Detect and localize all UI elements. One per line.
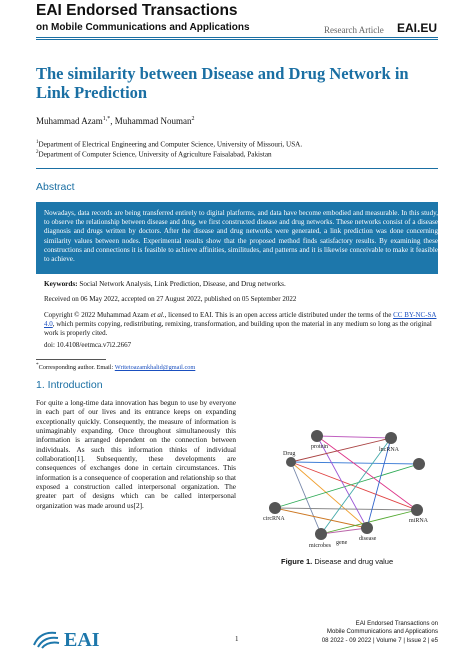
label-disease: disease [359, 536, 377, 542]
email-link[interactable]: Writetoazamkhalid@gmail.com [114, 364, 196, 372]
edge-protein-mirna [317, 436, 417, 510]
affiliation-1-sup: 1 [36, 140, 39, 145]
keywords-label: Keywords: [44, 280, 78, 288]
keywords [44, 280, 434, 288]
copyright [44, 311, 438, 339]
author-1: Muhammad Azam [36, 116, 103, 126]
license-link[interactable]: CC BY-NC-SA 4.0 [44, 311, 437, 329]
authors [36, 116, 195, 126]
label-drug: Drug [283, 451, 296, 457]
footnote [36, 362, 195, 371]
author-1-sup: 1,* [102, 116, 111, 122]
node-drug [286, 457, 296, 467]
label-mirna: miRNA [409, 518, 429, 524]
node-protein [311, 430, 323, 442]
footnote-sup: * [36, 362, 39, 368]
node-lncrna-top [385, 432, 397, 444]
copyright-etal: et al. [150, 311, 165, 319]
label-gene: gene [336, 540, 348, 546]
node-gene [315, 528, 327, 540]
abstract-text: Nowadays, data records are being transferred entirely to digital platforms, and data have become embodied and measurable. In this study, to observe the relationship between disease and drug, we first constructed disease and drug networks. These networks consist of a disease diagnosis and drugs written by doctors. After the disease and drug networks were generated, a link prediction was done concerning similarity values between nodes. Experimental results show that the proposed method finds satisfactory results. By examining these constructions and connections it is feasible to achieve affinities, similitudes, and patterns and it is likewise conceivable to make it feasible to achieve. [44, 209, 438, 264]
affiliation-2-text: Department of Computer Science, University of Agriculture Faisalabad, Pakistan [38, 150, 272, 159]
node-lncrna [413, 458, 425, 470]
header-rule [36, 37, 438, 38]
header-rule-2 [36, 39, 438, 40]
edge-drug-mirna [291, 462, 417, 510]
affiliation-1-text: Department of Electrical Engineering and Computer Science, University of Missouri, USA. [38, 140, 303, 149]
paper-title: The similarity between Disease and Drug Network in Link Prediction [36, 64, 409, 102]
node-mirna [411, 504, 423, 516]
doi[interactable]: doi: 10.4108/eetmca.v7i2.2667 [44, 341, 132, 349]
footnote-rule [36, 359, 106, 360]
figure-caption-label: Figure 1. [281, 557, 313, 566]
keywords-text: Social Network Analysis, Link Prediction, Disease, and Drug networks. [77, 280, 286, 288]
affiliation-2-sup: 2 [36, 150, 39, 155]
eai-logo [30, 627, 130, 649]
copyright-middle: , licensed to EAI. This is an open access article distributed under the terms of the [164, 311, 394, 319]
affiliation-1 [36, 140, 302, 148]
introduction-heading: 1. Introduction [36, 379, 103, 391]
introduction-text: For quite a long-time data innovation has begun to use by everyone in each part of our lives and its entrance keeps on expanding exceptionally quickly. Consequently, the measure of information is unimaginably expanding. Once throughout simultaneously this information is arranged dependent on the connection between individuals. As such this information thinks of individual collaboration[1]. Subsequently, these developments are consequences of exchanges done in certain circumstances. This information is a consequence of cooperation and relationship so that exposed a construction called interpersonal organization. The greater part of designs which can be called interpersonal organization was made around us[2]. [36, 398, 236, 510]
author-2: , Muhammad Nouman [110, 116, 192, 126]
received-dates: Received on 06 May 2022, accepted on 27 August 2022, published on 05 September 2022 [44, 295, 297, 303]
label-protein: protein [311, 444, 328, 450]
brand-logo-text[interactable]: EAI.EU [397, 21, 438, 35]
copyright-prefix: Copyright © 2022 Muhammad Azam [44, 311, 151, 319]
journal-title: EAI Endorsed Transactions [36, 2, 238, 19]
edge-gene-disease [321, 528, 367, 534]
node-circrna [269, 502, 281, 514]
copyright-rest: , which permits copying, redistributing, remixing, transformation, and building upon the material in any medium so long as the original work is properly cited. [44, 320, 432, 338]
eai-logo-text: EAI [64, 629, 100, 649]
footer-line-3: 08 2022 - 09 2022 | Volume 7 | Issue 2 | e5 [321, 636, 438, 644]
label-microbes: microbes [309, 543, 331, 549]
figure-caption [281, 557, 393, 566]
edge-drug-disease [291, 462, 367, 528]
affiliation-2 [36, 150, 272, 158]
edge-protein-lncrna [317, 436, 391, 438]
journal-subtitle: on Mobile Communications and Applications [36, 22, 250, 33]
section-rule [36, 168, 438, 169]
edge-circrna-disease [275, 508, 367, 528]
edge-circrna-lncrna [275, 464, 419, 508]
label-lncrna: lncRNA [379, 447, 399, 453]
footer-line-2: Mobile Communications and Applications [326, 628, 438, 636]
edge-drug-gene [291, 462, 321, 534]
abstract-heading: Abstract [36, 181, 75, 193]
figure-caption-text: Disease and drug value [312, 557, 394, 566]
author-2-sup: 2 [191, 116, 195, 122]
footnote-text: Corresponding author. Email: [38, 364, 115, 372]
network-figure [261, 418, 441, 556]
label-circrna: circRNA [263, 516, 285, 522]
page-number: 1 [235, 635, 239, 643]
footer-line-1: EAI Endorsed Transactions on [355, 620, 438, 627]
eai-logo-mark [34, 633, 59, 648]
article-type: Research Article [324, 25, 384, 35]
footer-journal-info [311, 620, 438, 645]
node-disease [361, 522, 373, 534]
